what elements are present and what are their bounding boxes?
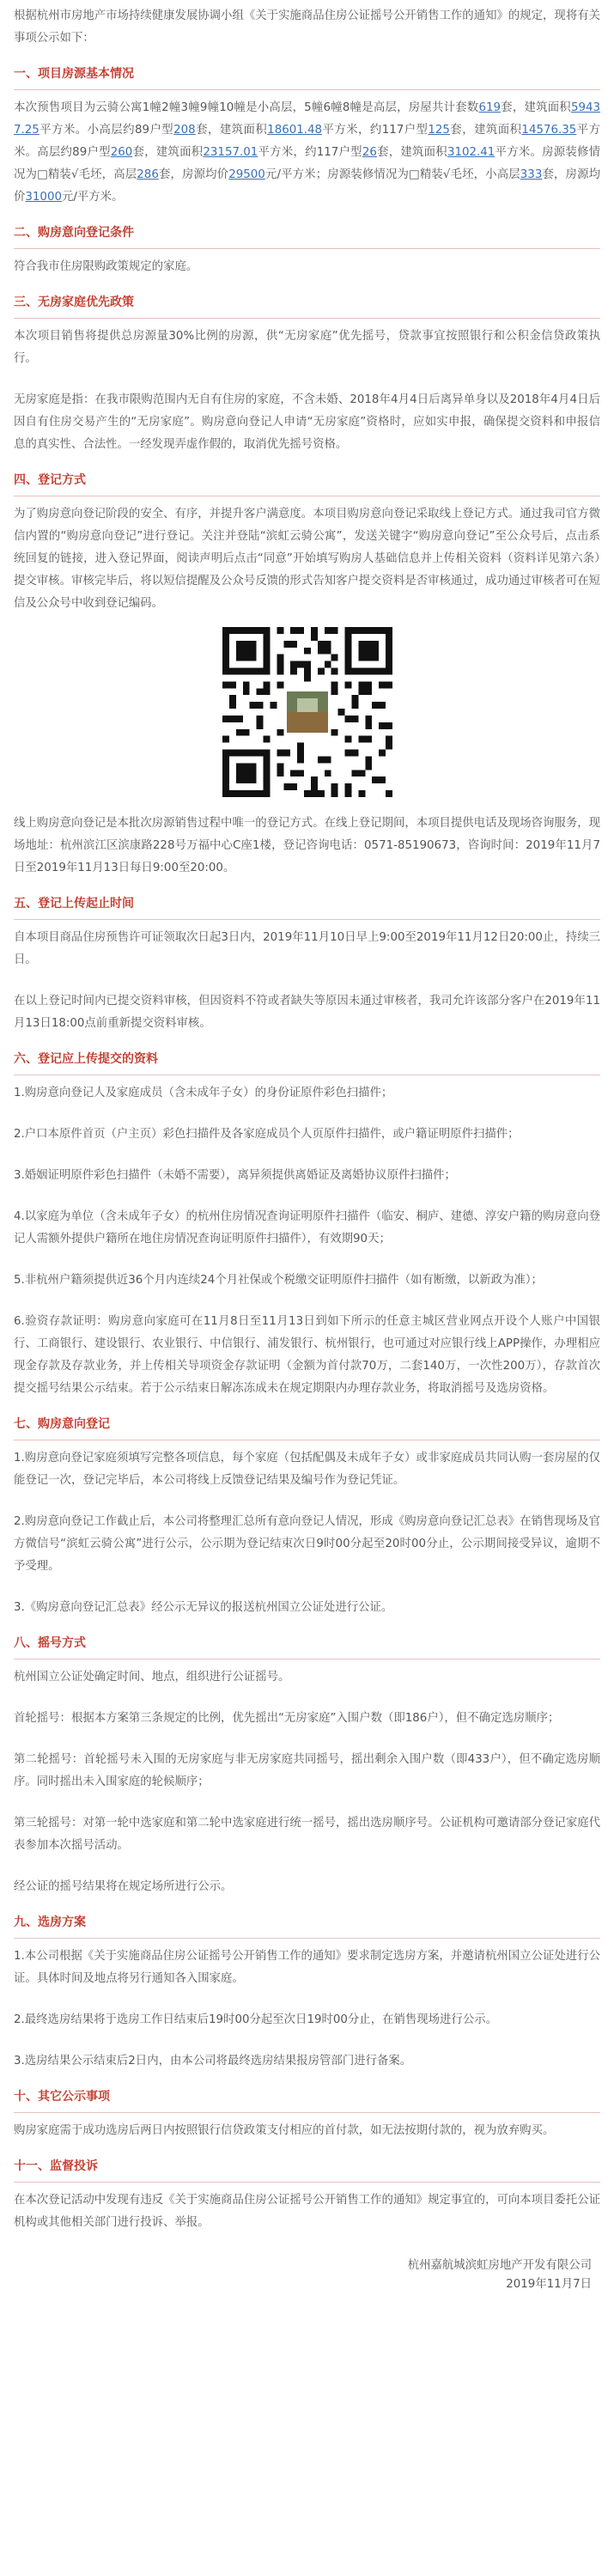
section-title-other-notices: 十、其它公示事项 [14,2090,110,2104]
section-divider [14,318,600,319]
company-name: 杭州嘉航城滨虹房地产开发有限公司 [407,2259,592,2272]
priority-paragraph-2: 无房家庭是指：在我市限购范围内无自有住房的家庭，不含未婚、2018年4月4日后离异单身以及2018年4月4日后因自有住房交易产生的“无房家庭”。购房意向登记人申请“无房家庭”资格时，应如实申报，确保提交资料和申报信息的真实性、合法性。一经发现弄虚作假的，取消优先摇号资格。 [14,393,600,451]
lottery-paragraph-result: 经公证的摇号结果将在规定场所进行公示。 [14,1880,233,1893]
supervision-paragraph: 在本次登记活动中发现有违反《关于实施商品住房公证摇号公开销售工作的通知》规定事宜的，可向本项目委托公证机构或其他相关部门进行投诉、举报。 [14,2194,600,2229]
qr-code-icon[interactable] [222,627,392,797]
materials-item-5: 5.非杭州户籍须提供近36个月内连续24个月社保或个税缴交证明原件扫描件（如有断缴，以新政为准）； [14,1274,543,1287]
materials-item-1: 1.购房意向登记人及家庭成员（含未成年子女）的身份证原件彩色扫描件； [14,1087,393,1099]
section-title-supervision: 十一、监督投诉 [14,2159,98,2173]
signature-date: 2019年11月7日 [506,2278,592,2291]
section-divider [14,2182,600,2183]
method-paragraph-2: 线上购房意向登记是本批次房源销售过程中唯一的登记方式。在线上登记期间，本项目提供电话及现场咨询服务，现场地址：杭州滨江区滨康路228号万福中心C座1楼，登记咨询电话：0571-85190673，咨询时间：2019年11月7日至2019年11月13日每日9:00至20:00。 [14,817,600,874]
section-title-purchase-registration: 七、购房意向登记 [14,1417,110,1431]
lottery-paragraph-1: 杭州国立公证处确定时间、地点，组织进行公证摇号。 [14,1671,290,1684]
upload-period-paragraph-1: 自本项目商品住房预售许可证领取次日起3日内，2019年11月10日早上9:00至2019年11月12日20:00止，持续三日。 [14,931,600,966]
lottery-round-2: 第二轮摇号：首轮摇号未入围的无房家庭与非无房家庭共同摇号，摇出剩余入围户数（即433户），但不确定选房顺序。同时摇出未入围家庭的轮候顺序； [14,1753,600,1788]
materials-item-3: 3.婚姻证明原件彩色扫描件（未婚不需要），离异须提供离婚证及离婚协议原件扫描件； [14,1169,456,1182]
section-divider [14,919,600,920]
section-title-no-house-priority: 三、无房家庭优先政策 [14,295,134,309]
other-notices-paragraph: 购房家庭需于成功选房后两日内按照银行信贷政策支付相应的首付款，如无法按期付款的，视为放弃购买。 [14,2124,555,2137]
section-title-registration-conditions: 二、购房意向登记条件 [14,226,134,240]
section-divider [14,89,600,90]
registration-item-1: 1.购房意向登记家庭须填写完整各项信息，每个家庭（包括配偶及未成年子女）或非家庭成员共同认购一套房屋的仅能登记一次，登记完毕后，本公司将线上反馈登记结果及编号作为登记凭证。 [14,1452,600,1487]
method-paragraph-1: 为了购房意向登记阶段的安全、有序，并提升客户满意度。本项目购房意向登记采取线上登记方式。通过我司官方微信内置的“购房意向登记”进行登记。关注并登陆“滨虹云骑公寓”，发送关键字“购房意向登记”至公众号后，点击系统回复的链接，进入登记界面，阅读声明后点击“同意”开始填写购房人基础信息并上传相关资料（资料详见第六条）提交审核。审核完毕后，将以短信提醒及公众号反馈的形式告知客户提交资料是否审核通过，成功通过审核者可在短信及公众号中收到登记编码。 [14,508,600,610]
intro-paragraph: 根据杭州市房地产市场持续健康发展协调小组《关于实施商品住房公证摇号公开销售工作的通知》的规定，现将有关事项公示如下： [14,9,600,45]
selection-item-2: 2.最终选房结果将于选房工作日结束后19时00分起至次日19时00分止，在销售现场进行公示。 [14,2013,497,2026]
section-title-lottery-method: 八、摇号方式 [14,1636,86,1650]
total-units-value: 619 [478,101,501,114]
section-title-project-info: 一、项目房源基本情况 [14,67,134,81]
total-area-value: 59437.25 [14,101,601,137]
section-divider [14,1938,600,1939]
section-divider [14,2112,600,2113]
selection-item-3: 3.选房结果公示结束后2日内，由本公司将最终选房结果报房管部门进行备案。 [14,2055,412,2067]
upload-period-paragraph-2: 在以上登记时间内已提交资料审核，但因资料不符或者缺失等原因未通过审核者，我司允许该部分客户在2019年11月13日18:00点前重新提交资料审核。 [14,995,600,1030]
section-title-registration-method: 四、登记方式 [14,473,86,487]
materials-item-4: 4.以家庭为单位（含未成年子女）的杭州住房情况查询证明原件扫描件（临安、桐庐、建德、淳安户籍的购房意向登记人需额外提供户籍所在地住房情况查询证明原件扫描件），有效期90天； [14,1210,600,1245]
section-title-upload-period: 五、登记上传起止时间 [14,897,134,910]
signature-block [14,2256,600,2294]
materials-item-2: 2.户口本原件首页（户主页）彩色扫描件及各家庭成员个人页原件扫描件，或户籍证明原件扫描件； [14,1128,520,1141]
conditions-paragraph: 符合我市住房限购政策规定的家庭。 [14,260,198,273]
section-divider [14,248,600,249]
section-title-selection-plan: 九、选房方案 [14,1915,86,1929]
registration-item-2: 2.购房意向登记工作截止后，本公司将整理汇总所有意向登记人情况，形成《购房意向登记汇总表》在销售现场及官方微信号“滨虹云骑公寓”进行公示，公示期为登记结束次日9时00分起至20时00分止，公示期间接受异议，逾期不予受理。 [14,1515,600,1573]
section-title-required-materials: 六、登记应上传提交的资料 [14,1052,158,1066]
registration-item-3: 3.《购房意向登记汇总表》经公示无异议的报送杭州国立公证处进行公证。 [14,1601,393,1614]
selection-item-1: 1.本公司根据《关于实施商品住房公证摇号公开销售工作的通知》要求制定选房方案，并邀请杭州国立公证处进行公证。具体时间及地点将另行通知各入围家庭。 [14,1950,600,1985]
priority-paragraph-1: 本次项目销售将提供总房源量30%比例的房源，供“无房家庭”优先摇号，贷款事宜按照银行和公积金信贷政策执行。 [14,330,600,365]
project-info-paragraph: 本次预售项目为云骑公寓1幢2幢3幢9幢10幢是小高层，5幢6幢8幢是高层，房屋共计套数619套，建筑面积59437.25平方米。小高层约89户型208套，建筑面积18601.48平方米，约117户型125套，建筑面积14576.35平方米。高层约89户型260套，建筑面积23157.01平方米，约117户型26套，建筑面积3102.41平方米。房源装修情况为□精装√毛坯，高层286套，房源均价29500元/平方米；房源装修情况为□精装√毛坯，小高层333套，房源均价31000元/平方米。 [14,101,601,204]
materials-item-6: 6.验资存款证明：购房意向家庭可在11月8日至11月13日到如下所示的任意主城区营业网点开设个人账户中国银行、工商银行、建设银行、农业银行、中信银行、浦发银行、杭州银行，也可通过对应银行线上APP操作，办理相应现金存款及存款业务，并上传相关导项资金存款证明（金额为首付款70万，二套140万，一次性200万），存款首次提交摇号结果公示结束。若于公示结束日解冻冻成未在规定期限内办理存款业务，将取消摇号及选房资格。 [14,1315,600,1395]
lottery-round-3: 第三轮摇号：对第一轮中选家庭和第二轮中选家庭进行统一摇号，摇出选房顺序号。公证机构可邀请部分登记家庭代表参加本次摇号活动。 [14,1817,600,1852]
lottery-round-1: 首轮摇号：根据本方案第三条规定的比例，优先摇出“无房家庭”入围户数（即186户），但不确定选房顺序； [14,1712,560,1725]
